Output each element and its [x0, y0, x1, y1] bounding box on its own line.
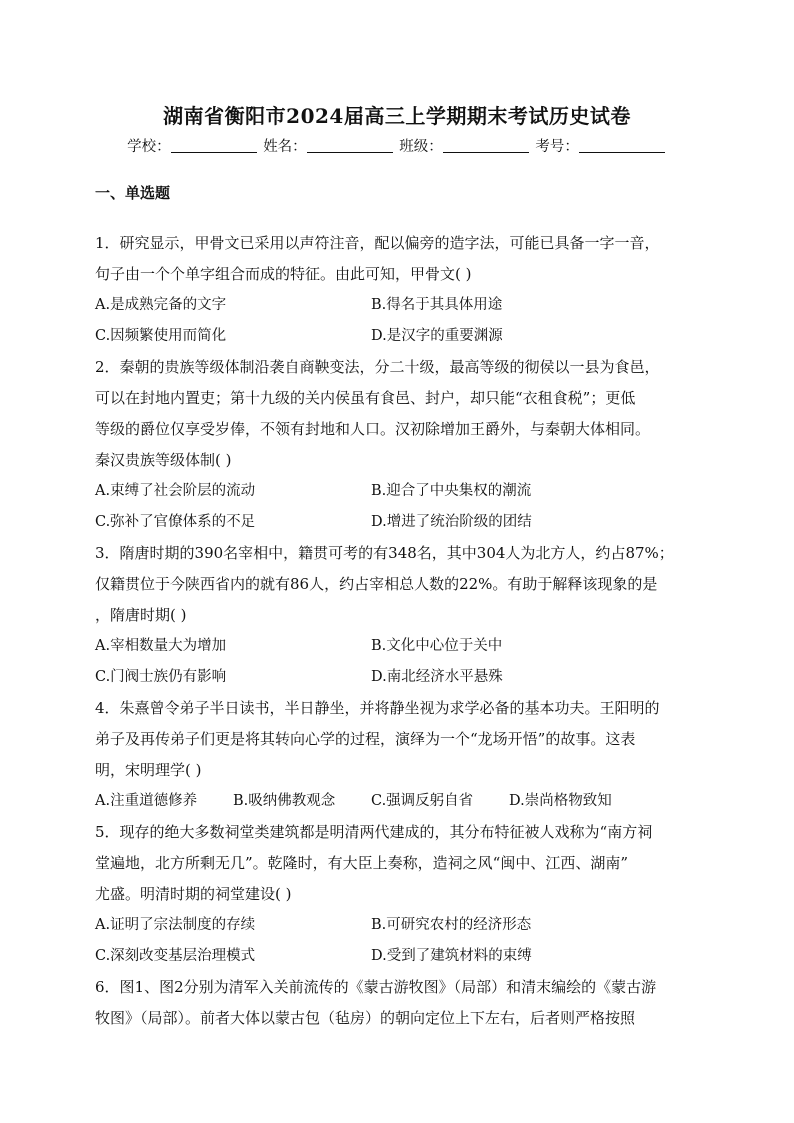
question-6-line: 牧图》（局部）。前者大体以蒙古包（毡房）的朝向定位上下左右，后者则严格按照 — [95, 1009, 636, 1027]
question-5-option-c: C.深刻改变基层治理模式 — [95, 948, 256, 964]
number-label: 考号： — [535, 139, 579, 155]
question-3-option-b: B.文化中心位于关中 — [371, 638, 503, 654]
number-blank — [579, 138, 665, 153]
question-1-option-a: A.是成熟完备的文字 — [95, 297, 227, 313]
name-blank — [307, 138, 393, 153]
question-2-option-a: A.束缚了社会阶层的流动 — [95, 483, 256, 499]
class-blank — [443, 138, 529, 153]
question-4-option-b: B.吸纳佛教观念 — [233, 793, 336, 809]
question-1-option-c: C.因频繁使用而简化 — [95, 328, 227, 344]
question-1-line: 1．研究显示，甲骨文已采用以声符注音，配以偏旁的造字法，可能已具备一字一音， — [95, 234, 660, 252]
question-5-option-b: B.可研究农村的经济形态 — [371, 917, 532, 933]
question-2-line: 2．秦朝的贵族等级体制沿袭自商鞅变法，分二十级，最高等级的彻侯以一县为食邑， — [95, 358, 660, 376]
question-3-option-a: A.宰相数量大为增加 — [95, 638, 227, 654]
question-5-line: 尤盛。明清时期的祠堂建设( ) — [95, 885, 292, 903]
question-4-option-c: C.强调反躬自省 — [371, 793, 474, 809]
exam-title: 湖南省衡阳市2024届高三上学期期末考试历史试卷 — [163, 104, 631, 128]
question-4-line: 4．朱熹曾令弟子半日读书，半日静坐，并将静坐视为求学必备的基本功夫。王阳明的 — [95, 699, 660, 717]
question-2-line: 可以在封地内置吏；第十九级的关内侯虽有食邑、封户，却只能“衣租食税”；更低 — [95, 389, 636, 407]
question-5-line: 堂遍地，北方所剩无几”。乾隆时，有大臣上奏称，造祠之风“闽中、江西、湖南” — [95, 854, 629, 872]
question-2-option-d: D.增进了统治阶级的团结 — [371, 514, 532, 530]
question-6-line: 6．图1、图2分别为清军入关前流传的《蒙古游牧图》（局部）和清末编绘的《蒙古游 — [95, 978, 657, 996]
question-3-option-c: C.门阀士族仍有影响 — [95, 669, 227, 685]
question-3-line: 仅籍贯位于今陕西省内的就有86人，约占宰相总人数的22%。有助于解释该现象的是 — [95, 575, 658, 593]
question-4-line: 明，宋明理学( ) — [95, 761, 202, 779]
question-3-line: 3．隋唐时期的390名宰相中，籍贯可考的有348名，其中304人为北方人，约占87%； — [95, 544, 674, 562]
question-4-option-d: D.崇尚格物致知 — [509, 793, 612, 809]
question-1-option-d: D.是汉字的重要渊源 — [371, 328, 503, 344]
question-2-line: 等级的爵位仅享受岁俸，不领有封地和人口。汉初除增加王爵外，与秦朝大体相同。 — [95, 420, 651, 438]
question-2-option-b: B.迎合了中央集权的潮流 — [371, 483, 532, 499]
section-heading: 一、单选题 — [95, 184, 171, 202]
question-3-line: ，隋唐时期( ) — [95, 606, 187, 624]
student-info-row — [0, 135, 794, 156]
name-label: 姓名： — [263, 139, 307, 155]
question-1-line: 句子由一个个单字组合而成的特征。由此可知，甲骨文( ) — [95, 265, 472, 283]
school-blank — [171, 138, 257, 153]
question-5-option-a: A.证明了宗法制度的存续 — [95, 917, 256, 933]
question-2-line: 秦汉贵族等级体制( ) — [95, 451, 232, 469]
class-label: 班级： — [399, 139, 443, 155]
question-5-line: 5．现存的绝大多数祠堂类建筑都是明清两代建成的，其分布特征被人戏称为“南方祠 — [95, 823, 653, 841]
question-4-option-a: A.注重道德修养 — [95, 793, 198, 809]
question-5-option-d: D.受到了建筑材料的束缚 — [371, 948, 532, 964]
question-3-option-d: D.南北经济水平悬殊 — [371, 669, 503, 685]
question-4-line: 弟子及再传弟子们更是将其转向心学的过程，演绎为一个“龙场开悟”的故事。这表 — [95, 730, 636, 748]
question-1-option-b: B.得名于其具体用途 — [371, 297, 503, 313]
school-label: 学校： — [127, 139, 171, 155]
question-2-option-c: C.弥补了官僚体系的不足 — [95, 514, 256, 530]
